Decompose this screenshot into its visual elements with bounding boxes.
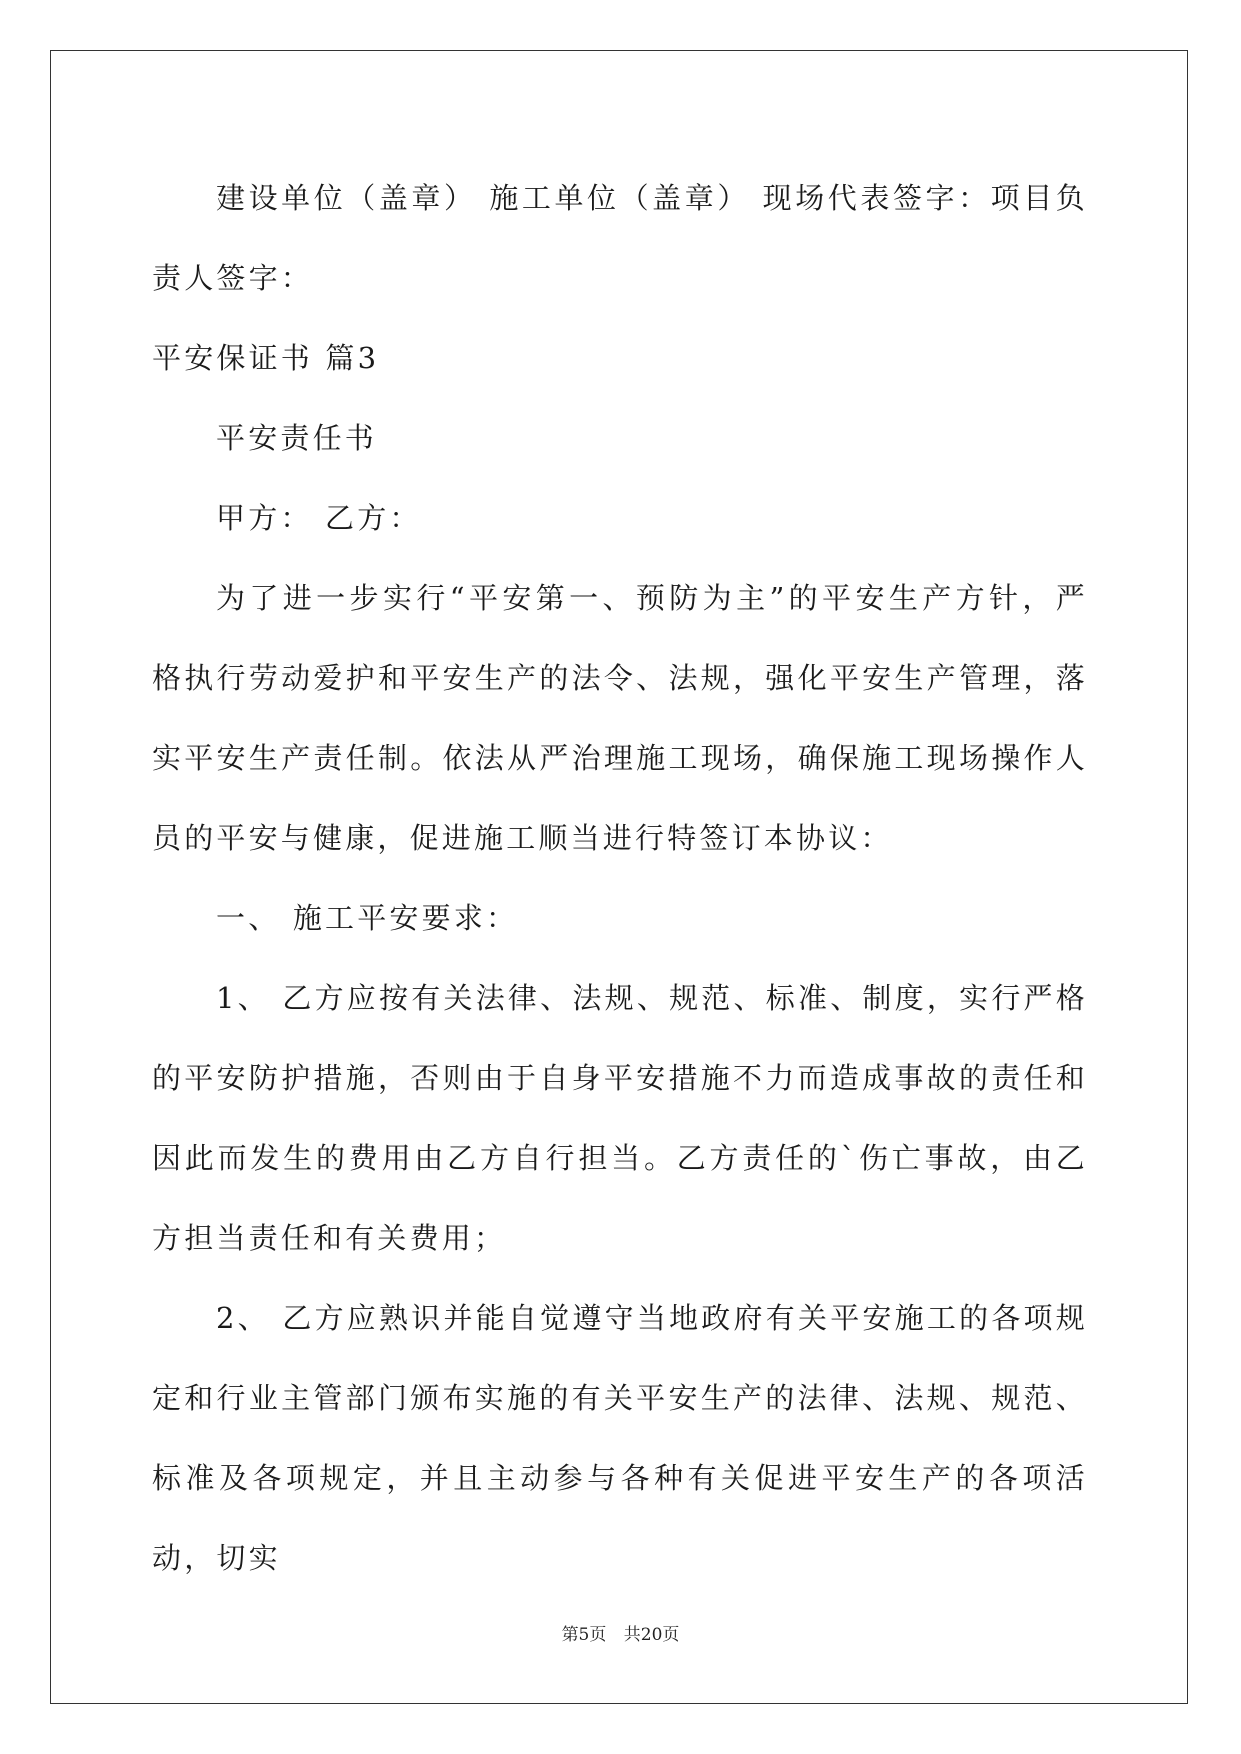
subsection-heading: 一、 施工平安要求： (216, 901, 519, 935)
parties-line: 甲方： 乙方： (216, 501, 422, 535)
page-footer (0, 1620, 1241, 1645)
intro-paragraph: 为了进一步实行“平安第一、预防为主”的平安生产方针，严格执行劳动爱护和平安生产的法令、法规，强化平安生产管理，落实平安生产责任制。依法从严治理施工现场，确保施工现场操作人员的平安与健康，促进施工顺当进行特签订本协议： (152, 581, 1088, 855)
page-total: 共20页 (623, 1625, 680, 1645)
clause-2: 2、 乙方应熟识并能自觉遵守当地政府有关平安施工的各项规定和行业主管部门颁布实施的有关平安生产的法律、法规、规范、标准及各项规定，并且主动参与各种有关促进平安生产的各项活动，切实 (152, 1301, 1088, 1575)
section-heading: 平安保证书 篇3 (152, 341, 380, 375)
page-number: 第5页 (561, 1625, 607, 1645)
clause-1: 1、 乙方应按有关法律、法规、规范、标准、制度，实行严格的平安防护措施，否则由于自身平安措施不力而造成事故的责任和因此而发生的费用由乙方自行担当。乙方责任的`伤亡事故，由乙方担当责任和有关费用； (152, 981, 1088, 1255)
document-body (152, 158, 1088, 1598)
signature-line: 建设单位（盖章） 施工单位（盖章） 现场代表签字：项目负责人签字： (152, 181, 1088, 295)
document-title: 平安责任书 (216, 421, 378, 455)
